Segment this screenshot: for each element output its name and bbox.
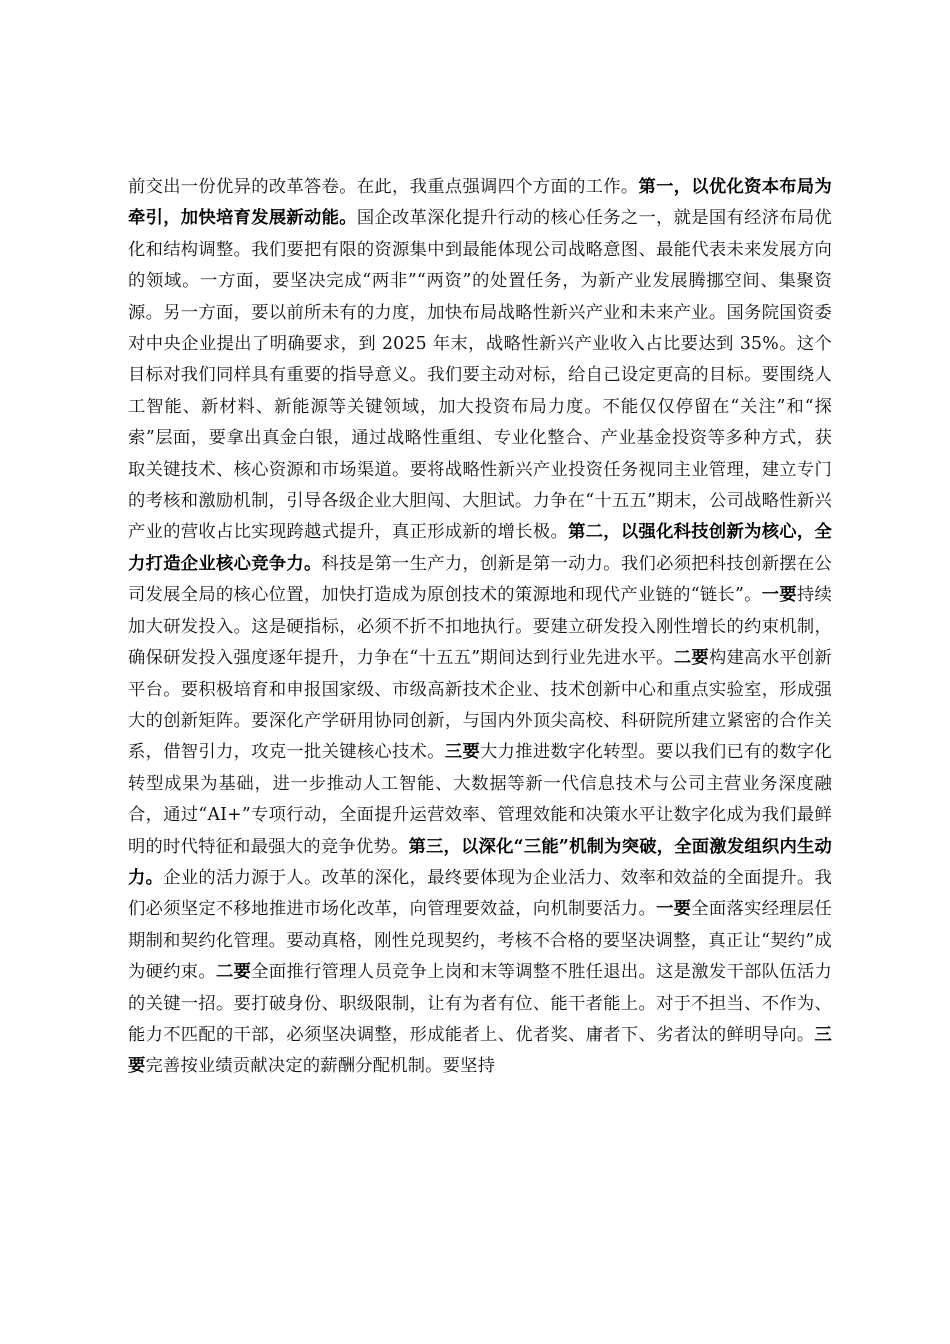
text-run: 国企改革深化提升行动的核心任务之一，就是国有经济布局优化和结构调整。我们要把有限的资源集中到最能体现公司战略意图、最能代表未来发展方向的领域。一方面，要坚决完成“两非”“两资”的处置任务，为新产业发展腾挪空间、集聚资源。另一方面，要以前所未有的力度，加快布局战略性新兴产业和未来产业。国务院国资委对中央企业提出了明确要求，到 2025 年末，战略性新兴产业收入占比要达到 35%。这个目标对我们同样具有重要的指导意义。我们要主动对标，给自己设定更高的目标。要围绕人工智能、新材料、新能源等关键领域，加大投资布局力度。不能仅仅停留在“关注”和“探索”层面，要拿出真金白银，通过战略性重组、专业化整合、产业基金投资等多种方式，获取关键技术、核心资源和市场渠道。要将战略性新兴产业投资任务视同主业管理，建立专门的考核和激励机制，引导各级企业大胆闯、大胆试。力争在“十五五”期末，公司战略性新兴产业的营收占比实现跨越式提升，真正形成新的增长极。	[128, 208, 832, 543]
text-run: 持续加大研发投入。这是硬指标，必须不折不扣地执行。要建立研发投入刚性增长的约束机制，确保研发投入强度逐年提升，力争在“十五五”期间达到行业先进水平。	[128, 585, 832, 669]
bold-heading-run: 三要	[128, 1024, 832, 1077]
bold-heading-run: 第二，以强化科技创新为核心，全力打造企业核心竞争力。	[128, 522, 832, 574]
text-run: 企业的活力源于人。改革的深化，最终要体现为企业活力、效率和效益的全面提升。我们必须坚定不移地推进市场化改革，向管理要效益，向机制要活力。	[128, 867, 832, 920]
bold-heading-run: 第三，以深化“三能”机制为突破，全面激发组织内生动力。	[128, 836, 832, 888]
bold-heading-run: 一要	[656, 899, 692, 920]
text-run: 构建高水平创新平台。要积极培育和申报国家级、市级高新技术企业、技术创新中心和重点实验室，形成强大的创新矩阵。要深化产学研用协同创新，与国内外顶尖高校、科研院所建立紧密的合作关系，借智引力，攻克一批关键核心技术。	[128, 648, 832, 763]
text-run: 科技是第一生产力，创新是第一动力。我们必须把科技创新摆在公司发展全局的核心位置，加快打造成为原创技术的策源地和现代产业链的“链长”。	[128, 553, 832, 606]
text-run: 全面落实经理层任期制和契约化管理。要动真格，刚性兑现契约，考核不合格的要坚决调整，真正让“契约”成为硬约束。	[128, 899, 832, 983]
body-paragraph	[128, 172, 832, 1083]
bold-heading-run: 一要	[761, 585, 797, 606]
bold-heading-run: 二要	[673, 648, 709, 669]
bold-heading-run: 二要	[216, 962, 252, 983]
text-run: 大力推进数字化转型。要以我们已有的数字化转型成果为基础，进一步推动人工智能、大数据等新一代信息技术与公司主营业务深度融合，通过“AI+”专项行动，全面提升运营效率、管理效能和决策水平让数字化成为我们最鲜明的时代特征和最强大的竞争优势。	[128, 742, 832, 857]
bold-heading-run: 三要	[444, 742, 481, 763]
text-run: 完善按业绩贡献决定的薪酬分配机制。要坚持	[145, 1056, 496, 1077]
text-run: 全面推行管理人员竞争上岗和末等调整不胜任退出。这是激发干部队伍活力的关键一招。要打破身份、职级限制，让有为者有位、能干者能上。对于不担当、不作为、能力不匹配的干部，必须坚决调整，形成能者上、优者奖、庸者下、劣者汰的鲜明导向。	[128, 962, 832, 1045]
text-run: 前交出一份优异的改革答卷。在此，我重点强调四个方面的工作。	[128, 177, 639, 197]
bold-heading-run: 第一，以优化资本布局为牵引，加快培育发展新动能。	[128, 177, 832, 229]
